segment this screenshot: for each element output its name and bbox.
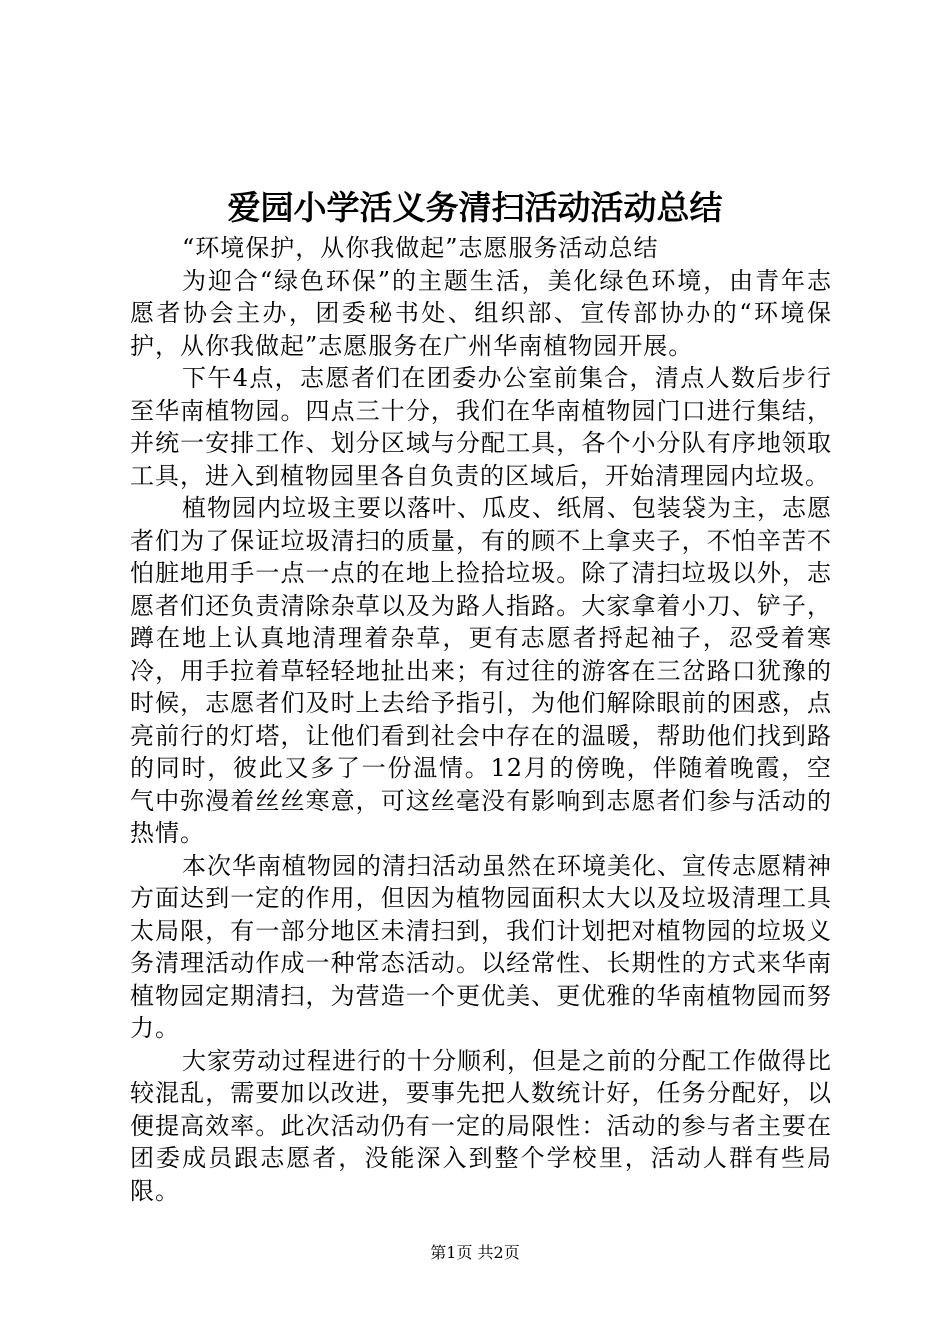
paragraph-reflection: 大家劳动过程进行的十分顺利，但是之前的分配工作做得比较混乱，需要加以改进，要事先把人数统计好，任务分配好，以便提高效率。此次活动仍有一定的局限性：活动的参与者主要在团委成员跟志愿者，没能深入到整个学校里，活动人群有些局限。 xyxy=(130,1046,832,1205)
document-title: 爱园小学活义务清扫活动活动总结 xyxy=(227,188,723,227)
paragraph-intro: 为迎合“绿色环保”的主题生活，美化绿色环境，由青年志愿者协会主办，团委秘书处、组织部、宣传部协办的“环境保护，从你我做起”志愿服务在广州华南植物园开展。 xyxy=(130,266,832,360)
document-body xyxy=(130,232,832,1207)
page-number-footer: 第1页 共2页 xyxy=(430,1243,520,1262)
paragraph-evaluation: 本次华南植物园的清扫活动虽然在环境美化、宣传志愿精神方面达到一定的作用，但因为植物园面积太大以及垃圾清理工具太局限，有一部分地区未清扫到，我们计划把对植物园的垃圾义务清理活动作成一种常态活动。以经常性、长期性的方式来华南植物园定期清扫，为营造一个更优美、更优雅的华南植物园而努力。 xyxy=(130,851,832,1042)
paragraph-cleanup: 植物园内垃圾主要以落叶、瓜皮、纸屑、包装袋为主，志愿者们为了保证垃圾清扫的质量，有的顾不上拿夹子，不怕辛苦不怕脏地用手一点一点的在地上捡拾垃圾。除了清扫垃圾以外，志愿者们还负责清除杂草以及为路人指路。大家拿着小刀、铲子，蹲在地上认真地清理着杂草，更有志愿者捋起袖子，忍受着寒冷，用手拉着草轻轻地扯出来；有过往的游客在三岔路口犹豫的时候，志愿者们及时上去给予指引，为他们解除眼前的困惑，点亮前行的灯塔，让他们看到社会中存在的温暖，帮助他们找到路的同时，彼此又多了一份温情。12月的傍晚，伴随着晚霞，空气中弥漫着丝丝寒意，可这丝毫没有影响到志愿者们参与活动的热情。 xyxy=(130,494,832,847)
paragraph-subtitle: “环境保护，从你我做起”志愿服务活动总结 xyxy=(182,234,659,262)
paragraph-assembly: 下午4点，志愿者们在团委办公室前集合，清点人数后步行至华南植物园。四点三十分，我们在华南植物园门口进行集结，并统一安排工作、划分区域与分配工具，各个小分队有序地领取工具，进入到植物园里各自负责的区域后，开始清理园内垃圾。 xyxy=(130,364,832,490)
